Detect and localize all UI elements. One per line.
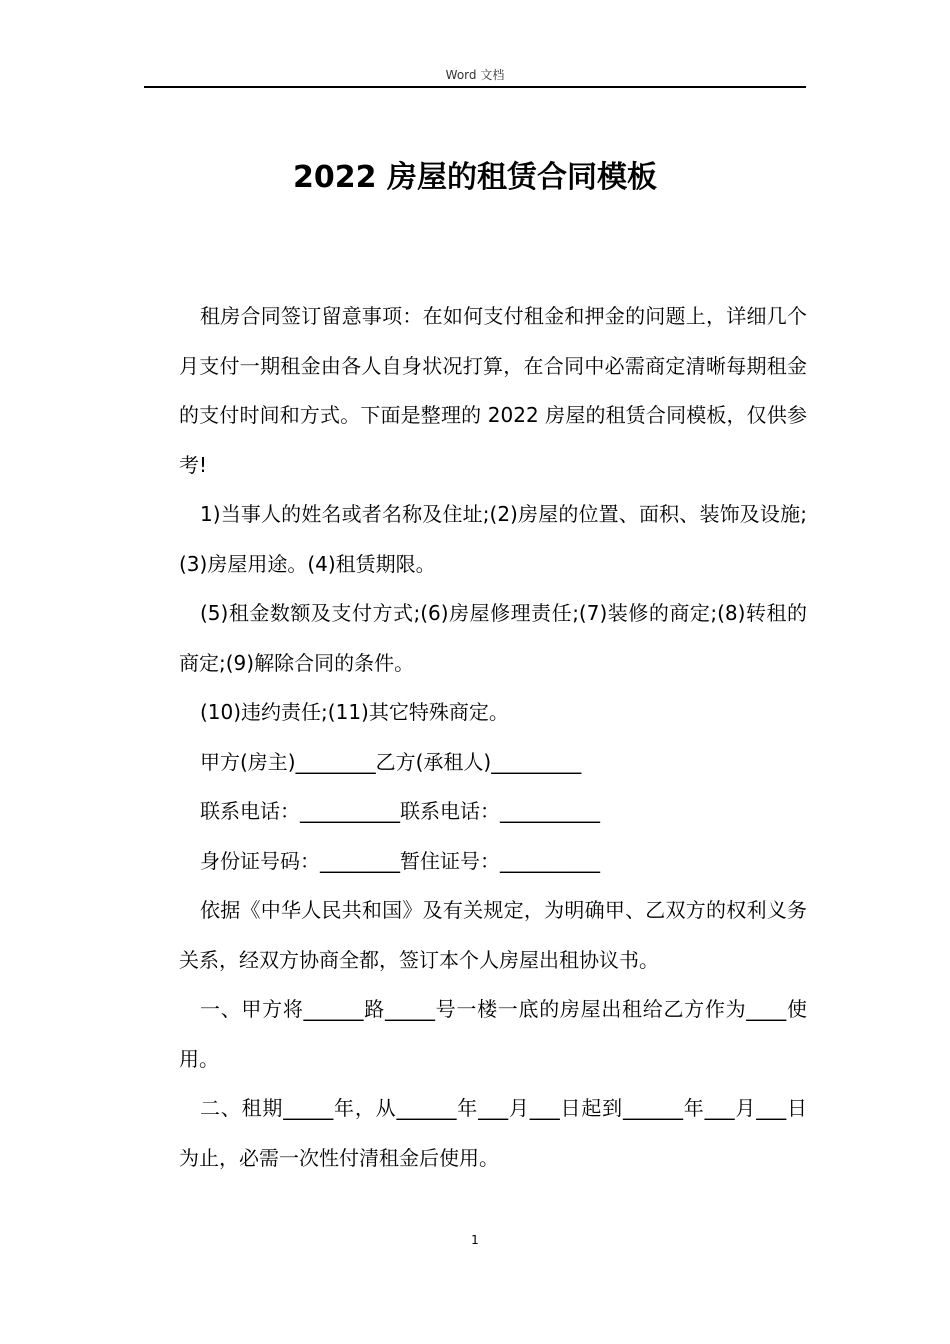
paragraph-article-1: 一、甲方将______路_____号一楼一底的房屋出租给乙方作为____使用。: [179, 997, 807, 1071]
paragraph-clauses-3: (10)违约责任;(11)其它特殊商定。: [200, 700, 509, 724]
paragraph-clauses-2: (5)租金数额及支付方式;(6)房屋修理责任;(7)装修的商定;(8)转租的商定;(9)解除合同的条件。: [179, 601, 807, 675]
header-divider: [144, 86, 806, 88]
document-body: [179, 292, 807, 1183]
paragraph-article-2: 二、租期_____年，从______年___月___日起到______年___月___日为止，必需一次性付清租金后使用。: [179, 1096, 807, 1170]
paragraph-clauses-1: 1)当事人的姓名或者名称及住址;(2)房屋的位置、面积、装饰及设施;(3)房屋用途。(4)租赁期限。: [179, 502, 807, 576]
document-title: 2022 房屋的租赁合同模板: [293, 160, 657, 195]
page-header-label: Word 文档: [445, 68, 505, 82]
paragraph-parties: 甲方(房主)________乙方(承租人)_________: [200, 749, 582, 774]
paragraph-legal-basis: 依据《中华人民共和国》及有关规定，为明确甲、乙双方的权利义务关系，经双方协商全都，签订本个人房屋出租协议书。: [179, 898, 807, 972]
paragraph-phones: 联系电话：__________联系电话：__________: [200, 799, 600, 823]
paragraph-intro: 租房合同签订留意事项：在如何支付租金和押金的问题上，详细几个月支付一期租金由各人自身状况打算，在合同中必需商定清晰每期租金的支付时间和方式。下面是整理的 2022 房屋的租赁合同模板，仅供参考!: [179, 304, 807, 477]
page-number: 1: [471, 1233, 479, 1247]
paragraph-ids: 身份证号码：________暂住证号：__________: [200, 848, 600, 873]
